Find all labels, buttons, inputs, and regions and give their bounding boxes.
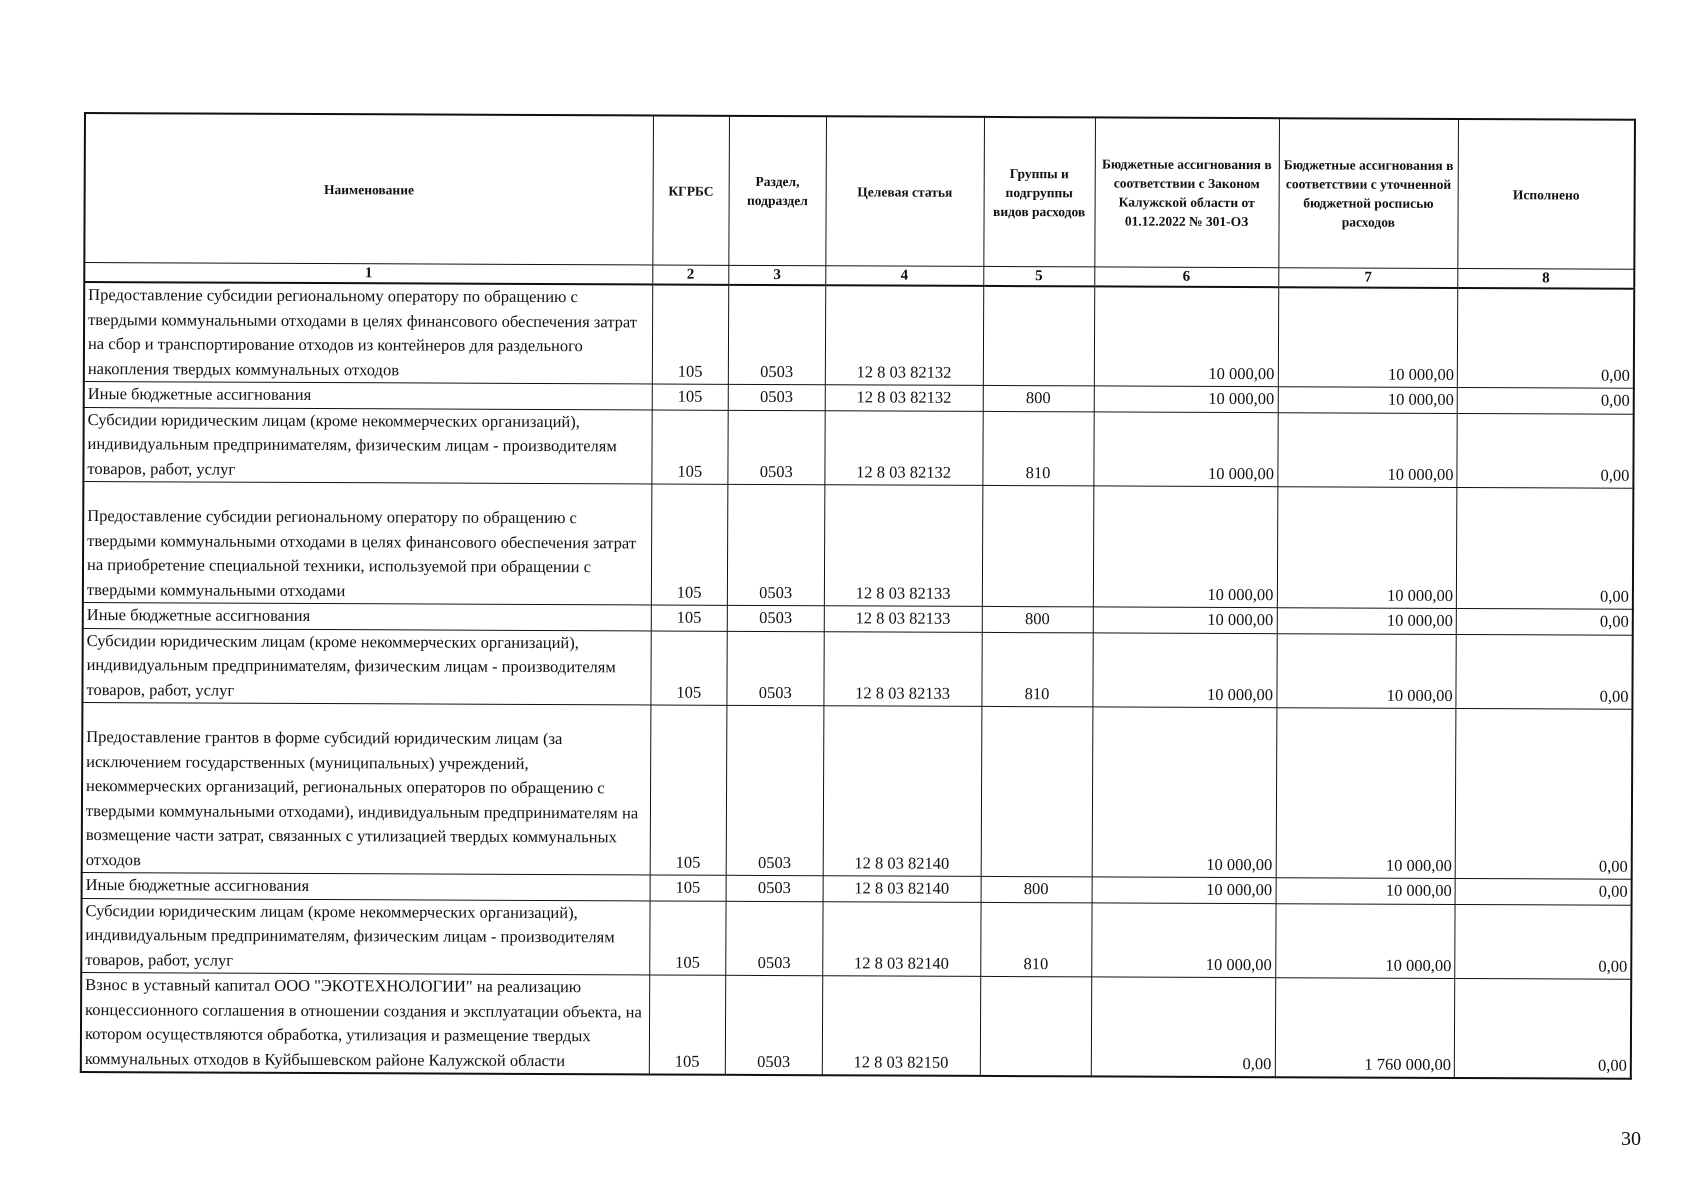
row-target: 12 8 03 82150 [822, 976, 980, 1076]
table-row [83, 482, 1634, 610]
column-number: 7 [1278, 268, 1458, 288]
row-kgrbs: 105 [649, 975, 726, 1075]
header-law-allocations: Бюджетные ассигнования в соответствии с Законом Калужской области от 01.12.2022 № 301-ОЗ [1094, 117, 1279, 267]
row-kgrbs: 105 [650, 875, 726, 901]
row-target: 12 8 03 82133 [824, 485, 982, 607]
row-group: 810 [982, 411, 1093, 486]
row-target: 12 8 03 82133 [824, 631, 982, 706]
row-target: 12 8 03 82132 [825, 285, 983, 385]
header-executed: Исполнено [1458, 119, 1635, 269]
row-executed-amount: 0,00 [1456, 608, 1632, 634]
row-refined-amount: 10 000,00 [1277, 487, 1457, 609]
header-name: Наименование [84, 113, 653, 265]
budget-table [80, 112, 1636, 1080]
row-name: Субсидии юридическим лицам (кроме некоммерческих организаций), индивидуальным предпринимателям, физическим лицам - производителям товаров, работ, услуг [83, 407, 652, 484]
row-kgrbs: 105 [650, 705, 727, 875]
row-refined-amount: 10 000,00 [1276, 633, 1456, 708]
row-section: 0503 [728, 410, 825, 485]
row-executed-amount: 0,00 [1455, 904, 1632, 979]
row-refined-amount: 10 000,00 [1276, 878, 1456, 904]
row-executed-amount: 0,00 [1455, 878, 1631, 904]
row-law-amount: 10 000,00 [1092, 632, 1276, 707]
row-group [981, 706, 1093, 876]
row-group: 810 [981, 632, 1092, 707]
row-name: Иные бюджетные ассигнования [82, 872, 650, 900]
column-number: 3 [729, 265, 826, 285]
header-target-article: Целевая статья [826, 116, 984, 266]
row-law-amount: 10 000,00 [1093, 607, 1277, 633]
table-row [82, 628, 1632, 709]
header-refined-allocations: Бюджетные ассигнования в соответствии с уточненной бюджетной росписью расходов [1278, 118, 1458, 268]
table-row [81, 972, 1631, 1078]
table-row [83, 407, 1633, 488]
row-law-amount: 10 000,00 [1093, 411, 1277, 486]
row-section: 0503 [727, 605, 824, 631]
row-executed-amount: 0,00 [1457, 288, 1634, 388]
column-number: 8 [1458, 268, 1634, 288]
row-group: 800 [982, 606, 1093, 632]
table-row [84, 282, 1634, 388]
budget-sheet [80, 112, 1636, 1080]
row-law-amount: 10 000,00 [1094, 386, 1278, 412]
column-number: 4 [825, 266, 983, 286]
row-law-amount: 10 000,00 [1093, 486, 1277, 608]
row-section: 0503 [727, 631, 824, 706]
row-section: 0503 [728, 384, 825, 410]
row-group: 810 [980, 902, 1091, 977]
row-law-amount: 10 000,00 [1091, 902, 1275, 977]
row-refined-amount: 10 000,00 [1275, 903, 1455, 978]
row-law-amount: 0,00 [1091, 977, 1275, 1077]
row-group: 800 [983, 385, 1094, 411]
row-executed-amount: 0,00 [1457, 387, 1633, 413]
row-kgrbs: 105 [651, 630, 728, 705]
row-kgrbs: 105 [651, 605, 727, 631]
header-row [84, 113, 1635, 269]
row-name: Взнос в уставный капитал ООО "ЭКОТЕХНОЛОГИИ" на реализацию концессионного соглашения в отношении создания и эксплуатации объекта, на котором осуществляются обработка, утилизация и размещение твердых коммунальных отходов в Куйбышевском районе Калужской области [81, 972, 650, 1074]
row-section: 0503 [725, 975, 822, 1075]
row-refined-amount: 10 000,00 [1278, 387, 1458, 413]
row-executed-amount: 0,00 [1456, 634, 1633, 709]
row-group: 800 [981, 876, 1092, 902]
row-group [980, 976, 1091, 1076]
row-group [982, 485, 1094, 606]
row-name: Предоставление субсидии региональному оператору по обращению с твердыми коммунальными отходами в целях финансового обеспечения затрат на приобретение специальной техники, используемой при обращении с твердыми коммунальными отходами [83, 482, 652, 605]
row-name: Субсидии юридическим лицам (кроме некоммерческих организаций), индивидуальным предпринимателям, физическим лицам - производителям товаров, работ, услуг [82, 628, 651, 705]
page-number: 30 [1621, 1128, 1641, 1150]
row-kgrbs: 105 [652, 284, 729, 384]
row-name: Предоставление субсидии региональному оператору по обращению с твердыми коммунальными отходами в целях финансового обеспечения затрат на сбор и транспортирование отходов из контейнеров для раздельного накопления твердых коммунальных отходов [84, 282, 653, 384]
row-target: 12 8 03 82140 [822, 901, 980, 976]
row-section: 0503 [726, 901, 823, 976]
row-section: 0503 [726, 875, 823, 901]
row-name: Иные бюджетные ассигнования [84, 382, 652, 410]
row-target: 12 8 03 82140 [823, 876, 981, 902]
row-section: 0503 [727, 484, 824, 605]
row-law-amount: 10 000,00 [1094, 286, 1278, 386]
row-executed-amount: 0,00 [1455, 708, 1632, 879]
row-refined-amount: 10 000,00 [1277, 412, 1457, 487]
row-name: Предоставление грантов в форме субсидий юридическим лицам (за исключением государственных (муниципальных) учреждений, некоммерческих организаций, региональных операторов по обращению с твердыми коммунальными отходами), индивидуальным предпринимателям на возмещение части затрат, связанных с утилизацией твердых коммунальных отходов [82, 702, 651, 874]
table-row [81, 898, 1631, 979]
header-section: Раздел, подраздел [729, 116, 827, 266]
row-target: 12 8 03 82132 [825, 385, 983, 411]
row-section: 0503 [728, 285, 825, 385]
header-expense-group: Группы и подгруппы видов расходов [983, 117, 1095, 267]
row-group [983, 286, 1094, 386]
row-refined-amount: 10 000,00 [1278, 287, 1458, 387]
row-target: 12 8 03 82140 [823, 706, 982, 877]
row-kgrbs: 105 [651, 484, 728, 605]
row-section: 0503 [726, 705, 824, 875]
row-target: 12 8 03 82133 [824, 606, 982, 632]
column-number: 5 [983, 266, 1094, 286]
row-name: Субсидии юридическим лицам (кроме некоммерческих организаций), индивидуальным предпринимателям, физическим лицам - производителям товаров, работ, услуг [81, 898, 650, 975]
row-executed-amount: 0,00 [1457, 413, 1634, 488]
table-row [82, 702, 1633, 879]
row-kgrbs: 105 [652, 384, 728, 410]
row-refined-amount: 1 760 000,00 [1275, 978, 1455, 1078]
column-number: 1 [84, 263, 652, 285]
row-refined-amount: 10 000,00 [1276, 708, 1456, 879]
row-target: 12 8 03 82132 [825, 410, 983, 485]
row-kgrbs: 105 [652, 409, 729, 484]
column-number: 2 [652, 265, 728, 285]
row-law-amount: 10 000,00 [1092, 707, 1277, 878]
row-refined-amount: 10 000,00 [1277, 608, 1457, 634]
column-number: 6 [1094, 267, 1278, 287]
row-executed-amount: 0,00 [1454, 978, 1631, 1078]
row-executed-amount: 0,00 [1456, 487, 1633, 609]
row-kgrbs: 105 [649, 900, 726, 975]
row-name: Иные бюджетные ассигнования [83, 602, 651, 630]
header-kgrbs: КГРБС [653, 115, 730, 265]
row-law-amount: 10 000,00 [1092, 877, 1276, 903]
